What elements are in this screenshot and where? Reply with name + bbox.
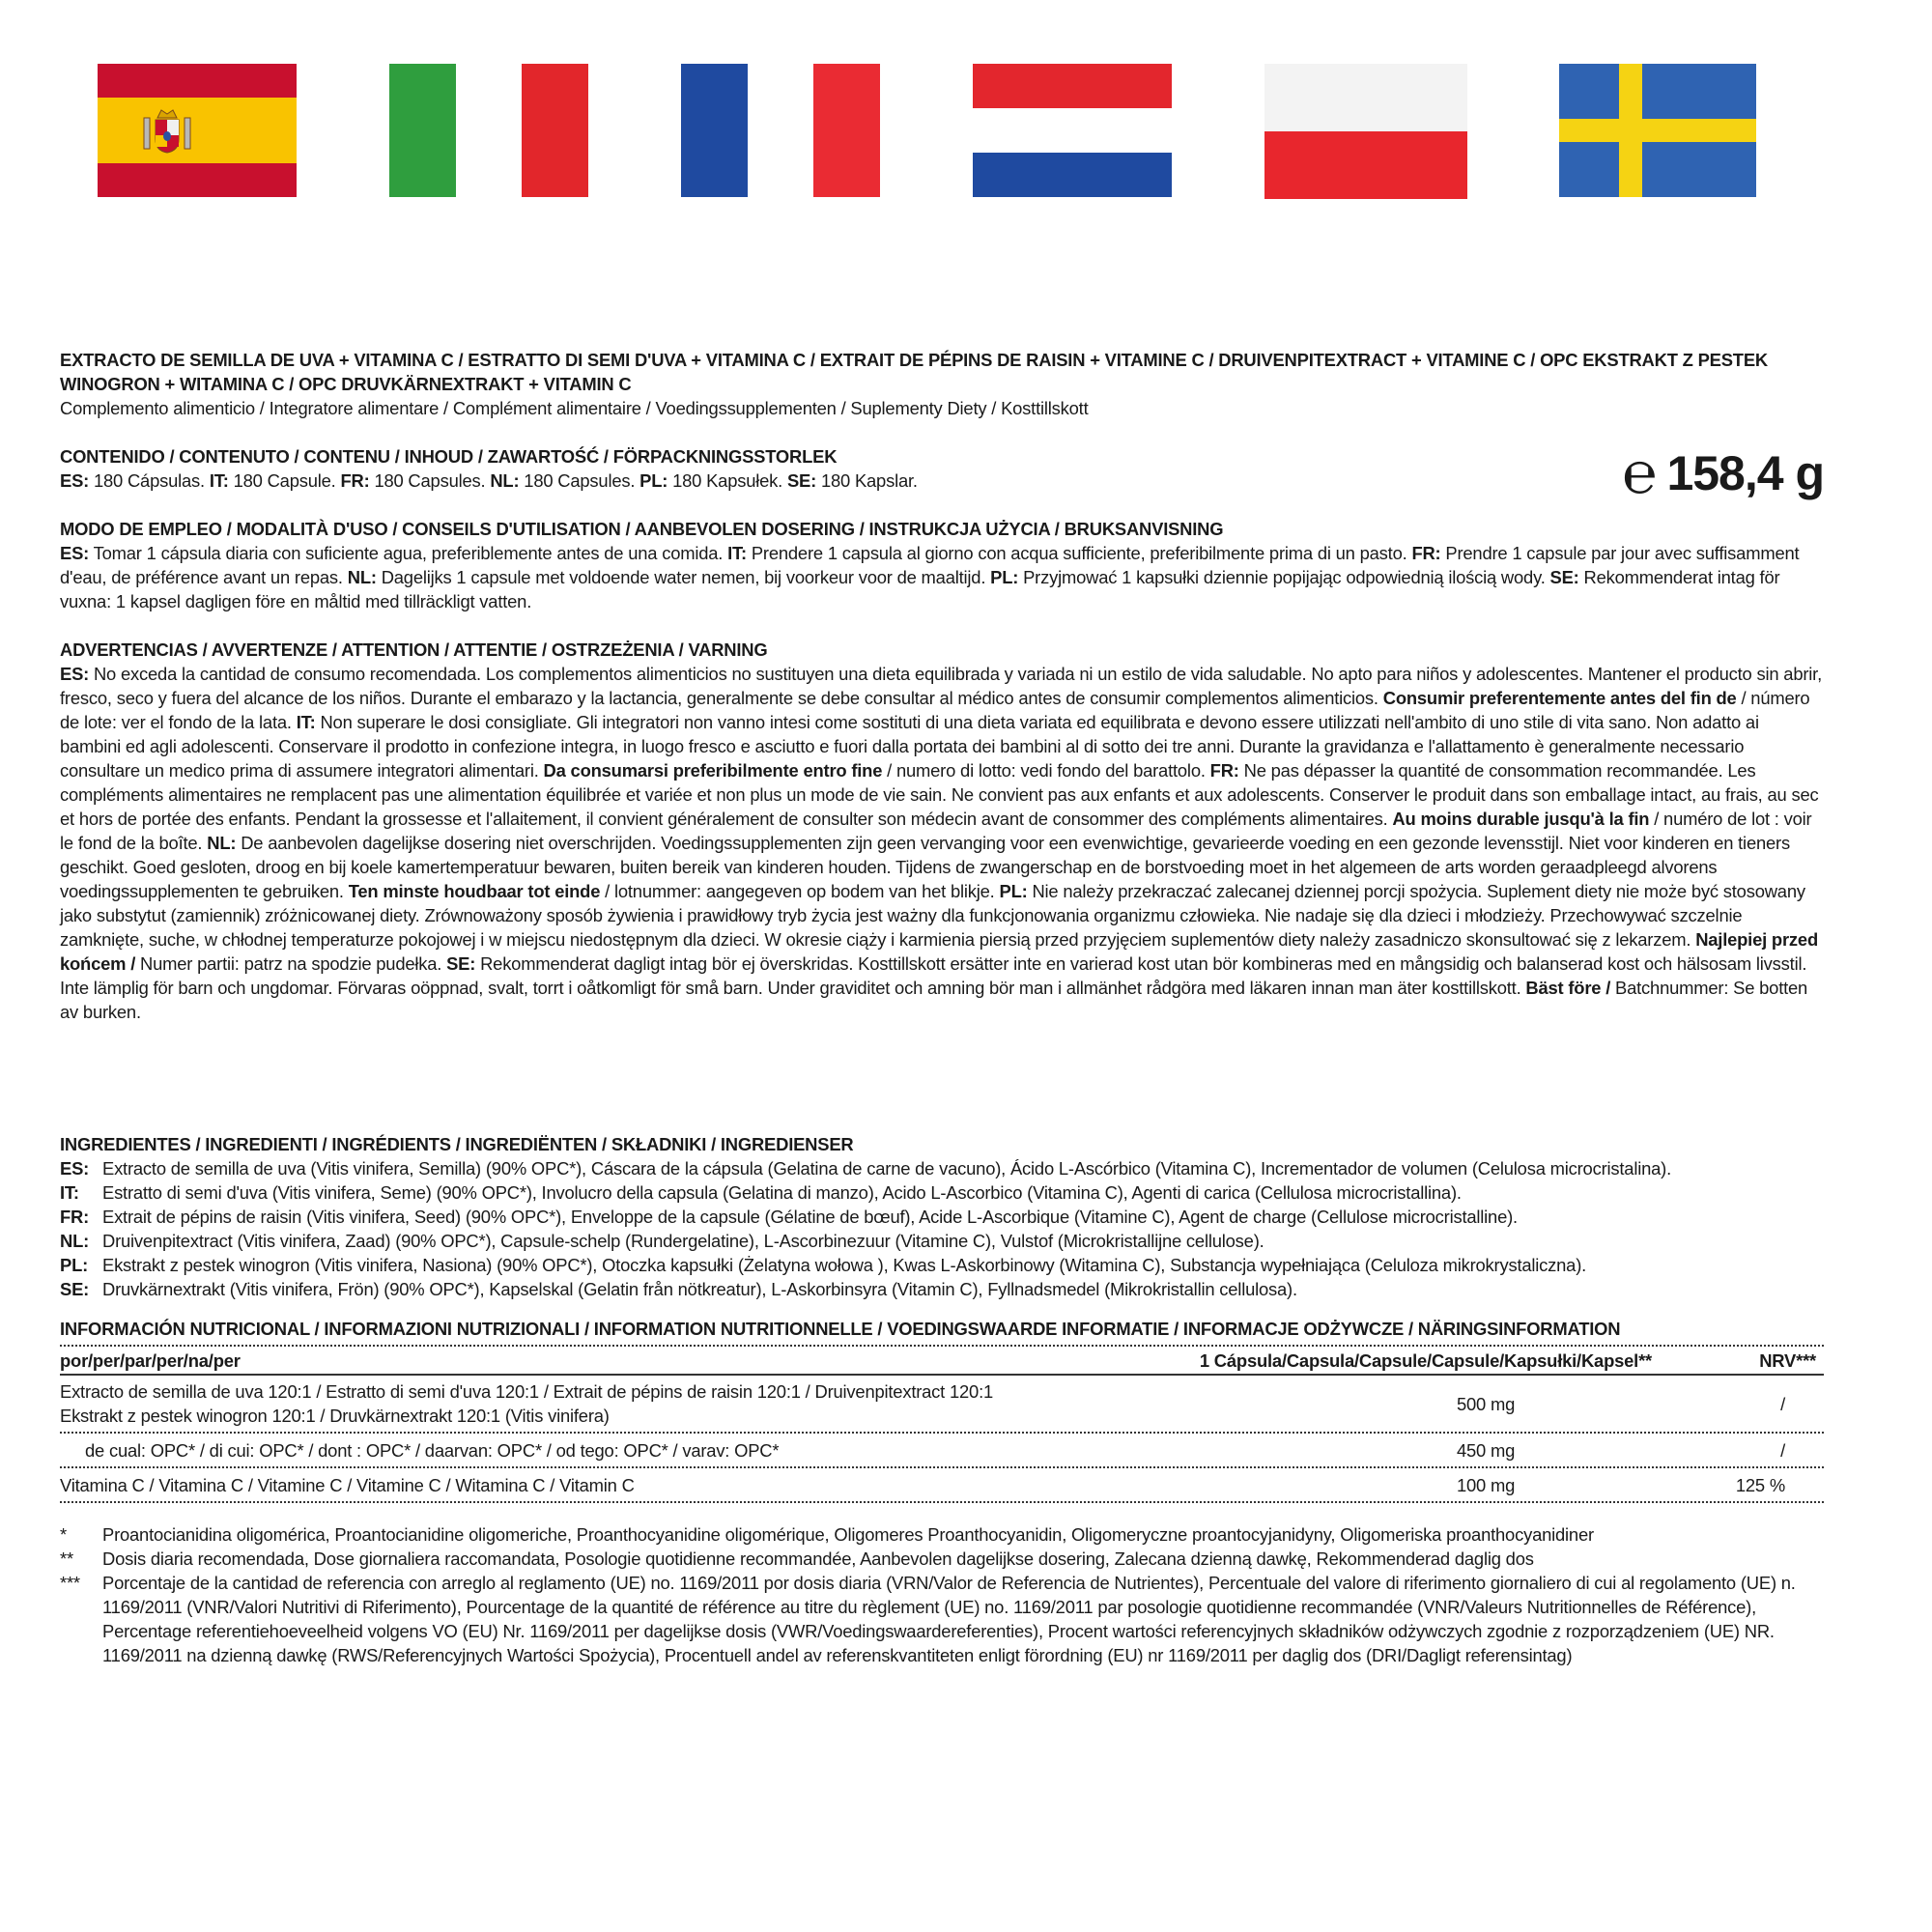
footnote: *** Porcentaje de la cantidad de referencia con arreglo al reglamento (UE) no. 1169/2011 por dosis diaria (VRN/Valor de Referencia de Nutrientes), Percentuale del valore di riferimento giornaliero di cui al regolamento (UE) n. 1169/2011 (VNR/Valori Nutritivi di Riferimento), Pourcentage de la quantité de référence au titre du règlement (UE) no. 1169/2011 par posologie quotidienne recommandée (VNR/Valeurs Nutritionnelles de Référence), Percentage referentiehoeveelheid volgens VO (EU) Nr. 1169/2011 per dagelijkse dosis (VWR/Voedingswaardereferenties), Procent wartości referencyjnych składników odżywczych zgodnie z rozporządzeniem (UE) NR. 1169/2011 na dzienną dawkę (RWS/Referencyjnych Wartości Spożycia), Procentuell andel av referenskvantiteten enligt förordning (EU) nr 1169/2011 per daglig dos (DRI/Dagligt referensintag) [60,1573,1796,1665]
italy-flag [389,64,588,197]
nutrition-row: Vitamina C / Vitamina C / Vitamine C / Vitamine C / Witamina C / Vitamin C 100 mg 125 % [60,1474,1785,1495]
product-title: EXTRACTO DE SEMILLA DE UVA + VITAMINA C / ESTRATTO DI SEMI D'UVA + VITAMINA C / EXTRAIT DE PÉPINS DE RAISIN + VITAMINE C / DRUIVENPITEXTRACT + VITAMINE C / OPC EKSTRAKT Z PESTEK WINOGRON + WITAMINA C / OPC DRUVKÄRNEXTRAKT + VITAMIN C [60,350,1768,394]
ingredients-row: ES: Extracto de semilla de uva (Vitis vinifera, Semilla) (90% OPC*), Cáscara de la cápsula (Gelatina de carne de vacuno), Ácido L-Ascórbico (Vitamina C), Incrementador de volumen (Celulosa microcristalina). [60,1158,1671,1179]
poland-flag [1264,64,1467,199]
warnings-heading: ADVERTENCIAS / AVVERTENZE / ATTENTION / ATTENTIE / OSTRZEŻENIA / VARNING [60,639,768,660]
nutrition-row: de cual: OPC* / di cui: OPC* / dont : OPC* / daarvan: OPC* / od tego: OPC* / varav: OPC* 450 mg / [85,1439,1785,1461]
nutrition-row: Extracto de semilla de uva 120:1 / Estratto di semi d'uva 120:1 / Extrait de pépins de raisin 120:1 / Druivenpitextract 120:1 Ekstrakt z pestek winogron 120:1 / Druvkärnextrakt 120:1 (Vitis vinifera) 500 mg / [60,1381,1785,1426]
label-text [60,348,1824,1667]
ingredients-row: FR: Extrait de pépins de raisin (Vitis vinifera, Seed) (90% OPC*), Enveloppe de la capsule (Gélatine de bœuf), Acide L-Ascorbique (Vitamine C), Agent de charge (Cellulose microcristalline). [60,1207,1518,1227]
contents-heading: CONTENIDO / CONTENUTO / CONTENU / INHOUD / ZAWARTOŚĆ / FÖRPACKNINGSSTORLEK [60,446,838,467]
footnote: * Proantocianidina oligomérica, Proantocianidine oligomeriche, Proanthocyanidine oligomérique, Oligomeres Proanthocyanidin, Oligomeryczne proantocyjanidyny, Oligomeriska proanthocyanidiner [60,1524,1594,1545]
footnote: ** Dosis diaria recomendada, Dose giornaliera raccomandata, Posologie quotidienne recommandée, Aanbevolen dagelijkse dosering, Zalecana dzienną dawkę, Rekommenderad daglig dos [60,1548,1534,1569]
usage-text: ES: Tomar 1 cápsula diaria con suficiente agua, preferiblemente antes de una comida. IT: Prendere 1 capsula al giorno con acqua sufficiente, preferibilmente prima di un pasto. FR: Prendre 1 capsule par jour avec suffisamment d'eau, de préférence avant un repas. NL: Dagelijks 1 capsule met voldoende water nemen, bij voorkeur voor de maaltijd. PL: Przyjmować 1 kapsułki dziennie popijając odpowiednią ilością wody. SE: Rekommenderat intag för vuxna: 1 kapsel dagligen före en måltid med tillräckligt vatten. [60,543,1800,611]
ingredients-row: NL: Druivenpitextract (Vitis vinifera, Zaad) (90% OPC*), Capsule-schelp (Rundergelatine), L-Ascorbinezuur (Vitamine C), Vulstof (Microkristallijne cellulose). [60,1231,1264,1251]
nutrition-header-row: por/per/par/per/na/per 1 Cápsula/Capsula/Capsule/Capsule/Kapsułki/Kapsel** NRV*** [60,1350,1816,1371]
ingredients-row: IT: Estratto di semi d'uva (Vitis vinifera, Seme) (90% OPC*), Involucro della capsula (Gelatina di manzo), Acido L-Ascorbico (Vitamina C), Agenti di carica (Cellulosa microcristallina). [60,1182,1462,1203]
usage-heading: MODO DE EMPLEO / MODALITÀ D'USO / CONSEILS D'UTILISATION / AANBEVOLEN DOSERING / INSTRUKCJA UŻYCIA / BRUKSANVISNING [60,519,1224,539]
product-subtitle: Complemento alimenticio / Integratore alimentare / Complément alimentaire / Voedingssupplementen / Suplementy Diety / Kosttillskott [60,398,1089,418]
ingredients-row: SE: Druvkärnextrakt (Vitis vinifera, Frön) (90% OPC*), Kapselskal (Gelatin från nötkreatur), L-Askorbinsyra (Vitamin C), Fyllnadsmedel (Mikrokristallin cellulosa). [60,1279,1297,1299]
coat-of-arms-icon [140,104,194,158]
warnings-text: ES: No exceda la cantidad de consumo recomendada. Los complementos alimenticios no sustituyen una dieta equilibrada y variada ni un estilo de vida saludable. No apto para niños y adolescentes. Mantener el producto sin abrir, fresco, seco y fuera del alcance de los niños. Durante el embarazo y la lactancia, generalmente se debe consultar al médico antes de consumir complementos alimenticios. Consumir preferentemente antes del fin de / número de lote: ver el fondo de la lata. IT: Non superare le dosi consigliate. Gli integratori non vanno intesi come sostituti di una dieta variata ed equilibrata e devono essere utilizzati nell'ambito di uno stile di vita sano. Non adatto ai bambini ed agli adolescenti. Conservare il prodotto in confezione integra, in luogo fresco e asciutto e fuori dalla portata dei bambini al di sotto dei tre anni. Durante la gravidanza e l'allattamento è generalmente necessario consultare un medico prima di assumere integratori alimentari. Da consumarsi preferibilmente entro fine / numero di lotto: vedi fondo del barattolo. FR: Ne pas dépasser la quantité de consommation recommandée. Les compléments alimentaires ne remplacent pas une alimentation équilibrée et variée et non plus un mode de vie sain. Ne convient pas aux enfants et aux adolescents. Conserver le produit dans son emballage intact, au frais, au sec et hors de portée des enfants. Pendant la grossesse et l'allaitement, il convient généralement de consulter son médecin avant de consommer des compléments alimentaires. Au moins durable jusqu'à la fin / numéro de lot : voir le fond de la boîte. NL: De aanbevolen dagelijkse dosering niet overschrijden. Voedingssupplementen zijn geen vervanging voor een evenwichtige, gevarieerde voeding en een gezonde levensstijl. Niet voor kinderen en tieners geschikt. Goed gesloten, droog en bij koele kamertemperatuur bewaren, buiten bereik van kinderen houden. Tijdens de zwangerschap en de borstvoeding moet in het algemeen de arts worden geraadpleegd alvorens voedingssupplementen te gebruiken. Ten minste houdbaar tot einde / lotnummer: aangegeven op bodem van het blikje. PL: Nie należy przekraczać zalecanej dziennej porcji spożycia. Suplement diety nie może być stosowany jako substytut (zamiennik) zróżnicowanej diety. Zrównoważony sposób żywienia i prawidłowy tryb życia jest ważny dla funkcjonowania organizmu człowieka. Nie nadaje się dla dzieci i młodzieży. Przechowywać szczelnie zamknięte, suche, w chłodnej temperaturze pokojowej i w miejscu niedostępnym dla dzieci. W okresie ciąży i karmienia piersią przed przyjęciem suplementów diety należy zasadniczo skonsultować się z lekarzem. Najlepiej przed końcem / Numer partii: patrz na spodzie pudełka. SE: Rekommenderat dagligt intag bör ej överskridas. Kosttillskott ersätter inte en varierad kost utan bör kombineras med en mångsidig och balanserad kost och hälsosam livsstil. Inte lämplig för barn och ungdomar. Förvaras oöppnad, svalt, torrt i oåtkomligt för små barn. Under graviditet och amning bör man i allmänhet rådgöra med läkaren innan man äter kosttillskott. Bäst före / Batchnummer: Se botten av burken. [60,664,1822,1022]
nutrition-table [60,1345,1824,1503]
estimated-sign-icon: ℮ [1622,440,1658,505]
net-weight-value: 158,4 g [1666,446,1824,500]
contents-text: ES: 180 Cápsulas. IT: 180 Capsule. FR: 180 Capsules. NL: 180 Capsules. PL: 180 Kapsułek. SE: 180 Kapslar. [60,470,918,491]
netherlands-flag [973,64,1172,197]
ingredients-row: PL: Ekstrakt z pestek winogron (Vitis vinifera, Nasiona) (90% OPC*), Otoczka kapsułki (Żelatyna wołowa ), Kwas L-Askorbinowy (Witamina C), Substancja wypełniająca (Celuloza mikrokrystaliczna). [60,1255,1587,1275]
spain-flag [98,64,297,197]
nutrition-heading: INFORMACIÓN NUTRICIONAL / INFORMAZIONI NUTRIZIONALI / INFORMATION NUTRITIONNELLE / VOEDINGSWAARDE INFORMATIE / INFORMACJE ODŻYWCZE / NÄRINGSINFORMATION [60,1319,1621,1339]
sweden-flag [1559,64,1756,197]
france-flag [681,64,880,197]
ingredients-heading: INGREDIENTES / INGREDIENTI / INGRÉDIENTS / INGREDIËNTEN / SKŁADNIKI / INGREDIENSER [60,1134,854,1154]
